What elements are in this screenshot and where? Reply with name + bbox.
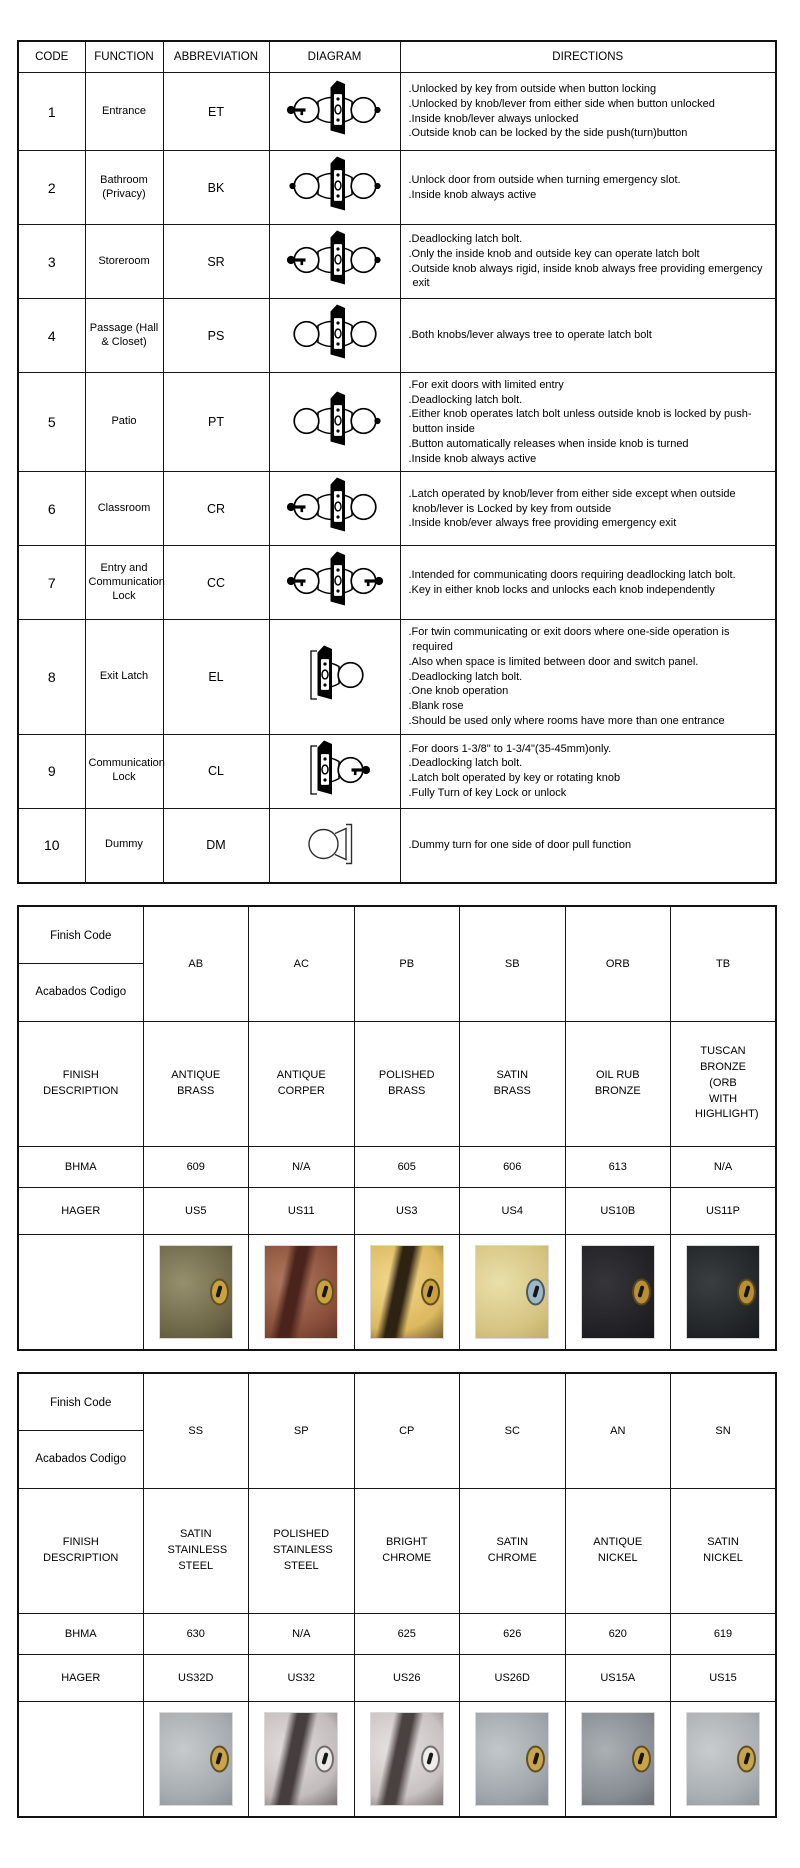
code-cell: 3 [18,225,85,299]
finish-code-AN: AN [565,1373,671,1489]
functions-table [17,40,777,884]
bhma-value: 620 [565,1613,671,1654]
bhma-value: 605 [354,1146,460,1187]
abbreviation-cell: EL [163,620,269,734]
abbreviation-cell: PS [163,299,269,373]
abbreviation-cell: ET [163,73,269,151]
directions-cell [400,151,776,225]
hager-value: US4 [460,1187,566,1234]
function-cell: Classroom [85,472,163,546]
keyhole-icon [632,1278,651,1305]
lock-diagram-icon [269,734,400,808]
finish-description-cell: SATIN STAINLESS STEEL [143,1488,249,1613]
code-cell: 10 [18,808,85,883]
finish-description-cell: SATIN CHROME [460,1488,566,1613]
finish-description-cell: ANTIQUE CORPER [249,1021,355,1146]
key-slot-icon [216,1285,223,1298]
function-cell: Passage (Hall & Closet) [85,299,163,373]
direction-line: .Both knobs/lever always tree to operate latch bolt [408,329,652,342]
keyhole-icon [737,1278,756,1305]
finish-code-AB: AB [143,906,249,1022]
direction-line: .Dummy turn for one side of door pull function [408,838,632,851]
direction-line: .For exit doors with limited entry [408,379,564,391]
finish-description-cell: OIL RUB BRONZE [565,1021,671,1146]
directions-cell [400,225,776,299]
finish-photo-cell [143,1701,249,1817]
finish-description-cell: POLISHED STAINLESS STEEL [249,1488,355,1613]
finish-code-row [18,1373,776,1489]
directions-cell [400,299,776,373]
directions-cell [400,472,776,546]
column-header-directions: DIRECTIONS [400,41,776,73]
keyhole-icon [315,1278,334,1305]
bhma-value: N/A [249,1613,355,1654]
key-slot-icon [638,1285,645,1298]
key-slot-icon [638,1752,645,1765]
key-slot-icon [532,1752,539,1765]
direction-line: .Deadlocking latch bolt. [408,670,523,683]
finish-description-cell: ANTIQUE NICKEL [565,1488,671,1613]
finish-photo-cell [249,1234,355,1350]
finish-photo-row [18,1234,776,1350]
finish-photo-cell [565,1701,671,1817]
direction-line: .For twin communicating or exit doors where one-side operation is required [408,626,730,654]
direction-line: .Latch bolt operated by key or rotating knob [408,772,621,785]
function-cell: Entry and Communication Lock [85,546,163,620]
function-row-3 [18,225,776,299]
finish-code-CP: CP [354,1373,460,1489]
lock-diagram-icon [269,620,400,734]
directions-cell [400,73,776,151]
keyhole-icon [210,1745,229,1772]
function-row-4 [18,299,776,373]
finish-photo-PB [370,1245,444,1339]
finish-code-label-en: Finish Code [19,1375,143,1431]
function-row-10 [18,808,776,883]
finish-photo-cell [671,1234,777,1350]
hager-value: US15 [671,1654,777,1701]
abbreviation-cell: CL [163,734,269,808]
bhma-label: BHMA [18,1613,143,1654]
finish-code-label-cell [18,906,143,1022]
finish-code-SP: SP [249,1373,355,1489]
bhma-label: BHMA [18,1146,143,1187]
keyhole-icon [315,1745,334,1772]
finish-code-SB: SB [460,906,566,1022]
finish-code-PB: PB [354,906,460,1022]
key-slot-icon [321,1752,328,1765]
hager-label: HAGER [18,1187,143,1234]
function-cell: Patio [85,373,163,472]
function-cell: Bathroom (Privacy) [85,151,163,225]
bhma-value: 626 [460,1613,566,1654]
keyhole-icon [210,1278,229,1305]
photo-label-cell-empty [18,1234,143,1350]
code-cell: 8 [18,620,85,734]
finish-photo-cell [671,1701,777,1817]
finish-code-SC: SC [460,1373,566,1489]
finish-description-row [18,1488,776,1613]
code-cell: 9 [18,734,85,808]
code-cell: 6 [18,472,85,546]
finish-code-SN: SN [671,1373,777,1489]
code-cell: 7 [18,546,85,620]
hager-value: US10B [565,1187,671,1234]
finish-photo-CP [370,1712,444,1806]
finish-photo-SN [686,1712,760,1806]
finish-code-SS: SS [143,1373,249,1489]
keyhole-icon [632,1745,651,1772]
function-cell: Communication Lock [85,734,163,808]
key-slot-icon [743,1752,750,1765]
lock-diagram-icon [269,472,400,546]
key-slot-icon [427,1285,434,1298]
finish-photo-cell [354,1234,460,1350]
bhma-value: 609 [143,1146,249,1187]
hager-value: US11 [249,1187,355,1234]
directions-cell [400,546,776,620]
finish-description-label: FINISH DESCRIPTION [18,1021,143,1146]
bhma-row [18,1146,776,1187]
finish-photo-SP [264,1712,338,1806]
finish-code-label-en: Finish Code [19,908,143,964]
function-cell: Storeroom [85,225,163,299]
directions-cell [400,734,776,808]
directions-cell [400,620,776,734]
lock-diagram-icon [269,151,400,225]
finish-table-brass-bronze [17,905,777,1351]
finish-photo-cell [460,1234,566,1350]
bhma-value: N/A [249,1146,355,1187]
column-header-code: CODE [18,41,85,73]
lock-diagram-icon [269,225,400,299]
finish-code-label-es: Acabados Codigo [35,985,127,998]
lock-diagram-icon [269,73,400,151]
abbreviation-cell: SR [163,225,269,299]
lock-diagram-icon [269,808,400,883]
lock-diagram-icon [269,546,400,620]
directions-cell [400,808,776,883]
direction-line: .Only the inside knob and outside key can operate latch bolt [408,247,700,260]
finish-photo-AN [581,1712,655,1806]
bhma-value: N/A [671,1146,777,1187]
code-cell: 1 [18,73,85,151]
function-row-5 [18,373,776,472]
hager-value: US32 [249,1654,355,1701]
bhma-value: 619 [671,1613,777,1654]
finish-code-label-cell [18,1373,143,1489]
finish-photo-ORB [581,1245,655,1339]
finish-description-cell: ANTIQUE BRASS [143,1021,249,1146]
hager-value: US26D [460,1654,566,1701]
direction-line: .Deadlocking latch bolt. [408,757,523,770]
direction-line: .Key in either knob locks and unlocks each knob independently [408,583,715,596]
direction-line: .Also when space is limited between door and switch panel. [408,655,699,668]
finish-description-label: FINISH DESCRIPTION [18,1488,143,1613]
abbreviation-cell: PT [163,373,269,472]
key-slot-icon [216,1752,223,1765]
finish-photo-cell [249,1701,355,1817]
finish-photo-cell [460,1701,566,1817]
column-header-abbreviation: ABBREVIATION [163,41,269,73]
direction-line: .Unlocked by key from outside when button locking [408,83,657,96]
bhma-value: 630 [143,1613,249,1654]
keyhole-icon [421,1278,440,1305]
direction-line: .Button automatically releases when inside knob is turned [408,437,689,450]
function-row-6 [18,472,776,546]
code-cell: 2 [18,151,85,225]
direction-line: .Latch operated by knob/lever from either side except when outside knob/lever is Locked by key from outside [408,487,736,515]
direction-line: .Either knob operates latch bolt unless outside knob is locked by push-button inside [408,408,752,436]
finish-description-row [18,1021,776,1146]
finish-code-AC: AC [249,906,355,1022]
finish-code-row [18,906,776,1022]
key-slot-icon [743,1285,750,1298]
finish-photo-AB [159,1245,233,1339]
direction-line: .Inside knob always active [408,188,537,201]
key-slot-icon [321,1285,328,1298]
key-slot-icon [427,1752,434,1765]
column-header-diagram: DIAGRAM [269,41,400,73]
finish-photo-cell [143,1234,249,1350]
abbreviation-cell: DM [163,808,269,883]
functions-table-header-row [18,41,776,73]
keyhole-icon [737,1745,756,1772]
bhma-value: 606 [460,1146,566,1187]
finish-photo-cell [565,1234,671,1350]
abbreviation-cell: CC [163,546,269,620]
function-cell: Entrance [85,73,163,151]
code-cell: 4 [18,299,85,373]
function-row-2 [18,151,776,225]
hager-value: US15A [565,1654,671,1701]
direction-line: .Inside knob always active [408,452,537,465]
finish-photo-SB [475,1245,549,1339]
hager-row [18,1654,776,1701]
finish-photo-SS [159,1712,233,1806]
finish-description-cell: SATIN BRASS [460,1021,566,1146]
function-row-8 [18,620,776,734]
finish-photo-row [18,1701,776,1817]
finish-table-steel-chrome-nickel [17,1372,777,1818]
lock-diagram-icon [269,373,400,472]
finish-photo-cell [354,1701,460,1817]
finish-code-ORB: ORB [565,906,671,1022]
function-cell: Exit Latch [85,620,163,734]
abbreviation-cell: BK [163,151,269,225]
direction-line: .One knob operation [408,685,509,698]
function-row-1 [18,73,776,151]
direction-line: .Deadlocking latch bolt. [408,233,523,246]
function-row-9 [18,734,776,808]
keyhole-icon [526,1745,545,1772]
finish-photo-SC [475,1712,549,1806]
direction-line: .Deadlocking latch bolt. [408,393,523,406]
direction-line: .Fully Turn of key Lock or unlock [408,786,567,799]
keyhole-icon [421,1745,440,1772]
direction-line: .Unlock door from outside when turning emergency slot. [408,173,681,186]
finish-description-cell: TUSCAN BRONZE (ORB WITH HIGHLIGHT) [671,1021,777,1146]
direction-line: .Blank rose [408,700,464,713]
direction-line: .Inside knob/ever always free providing emergency exit [408,517,677,530]
finish-description-cell: BRIGHT CHROME [354,1488,460,1613]
abbreviation-cell: CR [163,472,269,546]
direction-line: .Unlocked by knob/lever from either side when button unlocked [408,97,715,110]
direction-line: .Outside knob always rigid, inside knob always free providing emergency exit [408,262,763,290]
finish-code-label-es: Acabados Codigo [35,1452,127,1465]
finish-photo-TB [686,1245,760,1339]
function-row-7 [18,546,776,620]
bhma-value: 613 [565,1146,671,1187]
hager-value: US3 [354,1187,460,1234]
bhma-row [18,1613,776,1654]
keyhole-icon [526,1278,545,1305]
function-cell: Dummy [85,808,163,883]
bhma-value: 625 [354,1613,460,1654]
direction-line: .Should be used only where rooms have more than one entrance [408,714,725,727]
photo-label-cell-empty [18,1701,143,1817]
hager-value: US5 [143,1187,249,1234]
hager-value: US26 [354,1654,460,1701]
direction-line: .Outside knob can be locked by the side push(turn)button [408,127,688,140]
finish-description-cell: SATIN NICKEL [671,1488,777,1613]
finish-description-cell: POLISHED BRASS [354,1021,460,1146]
hager-value: US11P [671,1187,777,1234]
lock-diagram-icon [269,299,400,373]
directions-cell [400,373,776,472]
direction-line: .Intended for communicating doors requiring deadlocking latch bolt. [408,569,736,582]
direction-line: .For doors 1-3/8" to 1-3/4"(35-45mm)only. [408,742,612,755]
finish-code-TB: TB [671,906,777,1022]
hager-row [18,1187,776,1234]
code-cell: 5 [18,373,85,472]
direction-line: .Inside knob/lever always unlocked [408,112,579,125]
hager-label: HAGER [18,1654,143,1701]
finish-photo-AC [264,1245,338,1339]
key-slot-icon [532,1285,539,1298]
column-header-function: FUNCTION [85,41,163,73]
hager-value: US32D [143,1654,249,1701]
